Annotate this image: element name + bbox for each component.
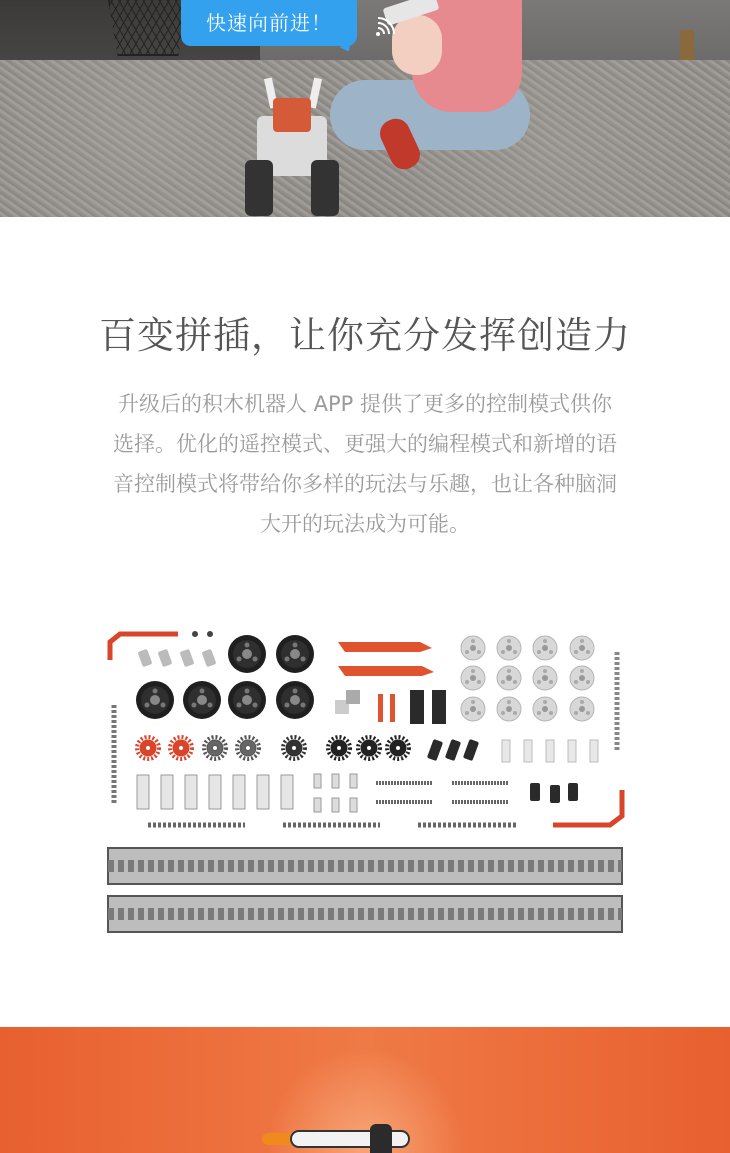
black-wheels [136, 635, 314, 719]
section-description [72, 384, 658, 544]
robot-track-left [245, 160, 273, 216]
angled-pieces [427, 739, 479, 761]
voice-command-bubble: 快速向前进！ [181, 0, 357, 46]
pulley-grid [461, 636, 594, 721]
tank-track-upper [108, 848, 622, 884]
section-title: 百变拼插，让你充分发挥创造力 [99, 314, 631, 357]
white-pins [502, 740, 598, 762]
parts-flat-lay [0, 620, 730, 950]
black-connectors [530, 783, 578, 803]
wire-basket [108, 0, 188, 56]
robot-vehicle [245, 78, 340, 216]
child-arm [392, 15, 442, 75]
tank-track-lower [108, 896, 622, 932]
description-line: 大开的玩法成为可能。 [260, 512, 470, 536]
robot-head [273, 98, 311, 132]
robot-track-right [311, 160, 339, 216]
small-pins [314, 774, 357, 812]
robot-arm-tip [262, 1133, 292, 1145]
robot-arm-tube [290, 1130, 410, 1148]
white-links [137, 775, 293, 809]
description-line: 音控制模式将带给你多样的玩法与乐趣，也让各种脑洞 [113, 472, 617, 496]
voice-wave-icon [372, 14, 398, 40]
robot-arm-joint [370, 1124, 392, 1153]
hero-photo [0, 0, 730, 217]
description-line: 升级后的积木机器人 APP 提供了更多的控制模式供你 [117, 392, 613, 416]
orange-feature-section [0, 1027, 730, 1153]
axles [376, 783, 508, 802]
orange-l-beam-right [553, 790, 622, 825]
gear-row [137, 737, 409, 759]
orange-blades [338, 642, 434, 676]
description-line: 选择。优化的遥控模式、更强大的编程模式和新增的语 [113, 432, 617, 456]
mid-connectors [335, 690, 446, 724]
